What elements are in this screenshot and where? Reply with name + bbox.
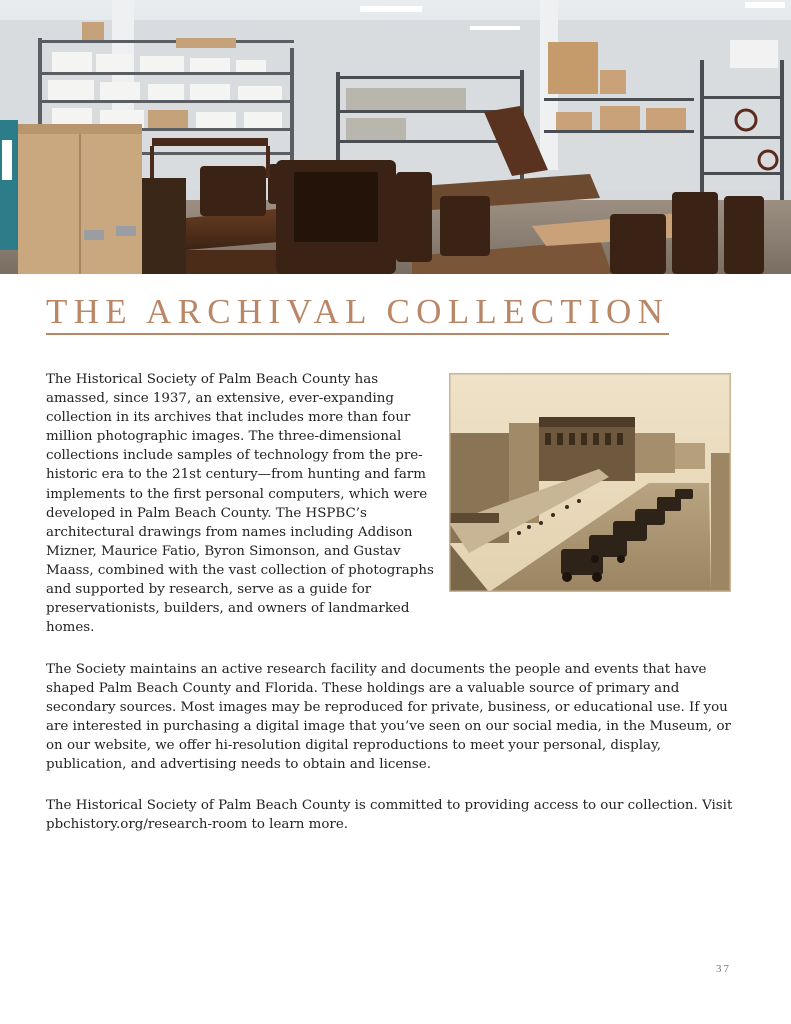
access-paragraph: The Historical Society of Palm Beach County is committed to providing access to our collection. Visit pbchistory.org/research-room to learn more. <box>46 798 733 833</box>
page-number: 37 <box>716 963 731 975</box>
page-title: THE ARCHIVAL COLLECTION <box>46 293 669 335</box>
historic-street-photo <box>449 373 731 592</box>
intro-paragraph: The Historical Society of Palm Beach County has amassed, since 1937, an extensive, ever-expanding collection in its archives that includes more than four million photographic images. The three-dimensional collections include samples of technology from the pre-historic era to the 21st century—from hunting and farm implements to the first personal computers, which were developed in Palm Beach County. The HSPBC’s architectural drawings from names including Addison Mizner, Maurice Fatio, Byron Simonson, and Gustav Maass, combined with the vast collection of photographs and supported by research, serve as a guide for preservationists, builders, and owners of landmarked homes. <box>46 372 434 636</box>
archive-room-photo <box>0 0 791 274</box>
research-paragraph: The Society maintains an active research facility and documents the people and events that have shaped Palm Beach County and Florida. These holdings are a valuable source of primary and secondary sources. Most images may be reproduced for private, business, or educational use. If you are interested in purchasing a digital image that you’ve seen on our social media, in the Museum, or on our website, we offer hi-resolution digital reproductions to meet your personal, display, publication, and advertising needs to obtain and license. <box>46 662 731 773</box>
